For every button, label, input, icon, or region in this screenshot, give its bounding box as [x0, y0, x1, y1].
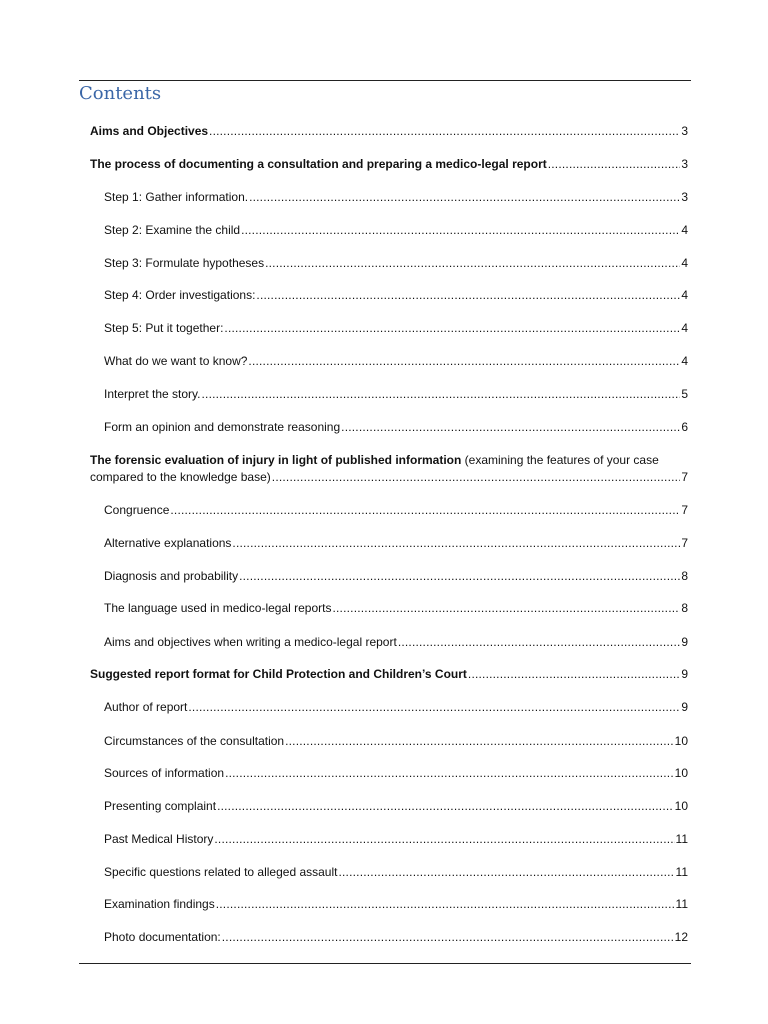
top-rule: [79, 80, 691, 81]
toc-entry-label: Aims and Objectives: [90, 124, 209, 138]
toc-entry-circumstances[interactable]: [104, 733, 688, 750]
toc-page-number: 4: [681, 321, 688, 335]
toc-leader-dots: [170, 502, 680, 519]
toc-page-number: 11: [675, 832, 688, 846]
toc-entry-label: Step 3: Formulate hypotheses: [104, 256, 265, 270]
toc-leader-dots: [225, 765, 674, 782]
toc-entry-label-rest: (examining the features of your case: [461, 453, 659, 467]
toc-leader-dots: [214, 831, 674, 848]
toc-leader-dots: [202, 386, 681, 403]
toc-leader-dots: [224, 320, 680, 337]
toc-entry-presenting-complaint[interactable]: [104, 798, 688, 815]
toc-entry-step-1[interactable]: [104, 189, 688, 206]
toc-entry-what-do-we-want-to-know[interactable]: [104, 353, 688, 370]
toc-entry-step-2[interactable]: [104, 222, 688, 239]
toc-entry-label: Step 2: Examine the child: [104, 223, 241, 237]
toc-leader-dots: [272, 469, 681, 486]
toc-page-number: 10: [674, 799, 688, 813]
toc-page-number: 4: [681, 223, 688, 237]
toc-entry-label-bold: The forensic evaluation of injury in light of published information: [90, 453, 462, 467]
toc-entry-label: The language used in medico-legal reports: [104, 601, 332, 615]
toc-entry-label: Step 5: Put it together:: [104, 321, 224, 335]
toc-page-number: 3: [681, 124, 688, 138]
toc-entry-label: Alternative explanations: [104, 536, 232, 550]
toc-entry-form-an-opinion[interactable]: [104, 419, 688, 436]
toc-page-number: 9: [681, 667, 688, 681]
toc-leader-dots: [468, 666, 680, 683]
toc-entry-label: Diagnosis and probability: [104, 569, 239, 583]
toc-entry-sources-of-information[interactable]: [104, 765, 688, 782]
toc-leader-dots: [256, 287, 680, 304]
toc-page-number: 3: [681, 157, 688, 171]
toc-page-number: 6: [681, 420, 688, 434]
toc-entry-label: The process of documenting a consultation and preparing a medico-legal report: [90, 157, 547, 171]
toc-entry-label: Sources of information: [104, 766, 225, 780]
toc-entry-label: Circumstances of the consultation: [104, 734, 285, 748]
toc-entry-label: Suggested report format for Child Protection and Children’s Court: [90, 667, 467, 681]
toc-page-number: 4: [681, 288, 688, 302]
toc-entry-label: Specific questions related to alleged assault: [104, 865, 338, 879]
toc-page-number: 11: [675, 865, 688, 879]
toc-entry-step-5[interactable]: [104, 320, 688, 337]
toc-leader-dots: [239, 568, 680, 585]
toc-page-number: 9: [681, 635, 688, 649]
toc-entry-label: Step 1: Gather information.: [104, 190, 249, 204]
toc-page-number: 11: [675, 897, 688, 911]
toc-leader-dots: [285, 733, 674, 750]
toc-page-number: 10: [674, 766, 688, 780]
toc-entry-label: Photo documentation:: [104, 930, 221, 944]
toc-entry-label: Congruence: [104, 503, 170, 517]
toc-page-number: 4: [681, 256, 688, 270]
toc-entry-label: Examination findings: [104, 897, 215, 911]
bottom-rule: [79, 963, 691, 964]
toc-page-number: 3: [681, 190, 688, 204]
toc-entry-step-4[interactable]: [104, 287, 688, 304]
toc-leader-dots: [232, 535, 680, 552]
page-title: Contents: [79, 83, 162, 104]
toc-entry-label: Author of report: [104, 700, 188, 714]
toc-page-number: 4: [681, 354, 688, 368]
toc-leader-dots: [265, 255, 680, 272]
toc-entry-label-line1: [90, 452, 688, 469]
toc-page-number: 8: [681, 601, 688, 615]
toc-entry-alternative-explanations[interactable]: [104, 535, 688, 552]
toc-entry-step-3[interactable]: [104, 255, 688, 272]
toc-entry-label: Aims and objectives when writing a medico-legal report: [104, 635, 397, 649]
toc-entry-congruence[interactable]: [104, 502, 688, 519]
toc-page-number: 7: [681, 536, 688, 550]
toc-page-number: 5: [681, 387, 688, 401]
toc-entry-label: Past Medical History: [104, 832, 214, 846]
toc-leader-dots: [188, 699, 680, 716]
toc-entry-past-medical-history[interactable]: [104, 831, 688, 848]
toc-entry-specific-questions[interactable]: [104, 864, 688, 881]
toc-page-number: 7: [681, 503, 688, 517]
toc-entry-label-line2: compared to the knowledge base): [90, 470, 271, 484]
toc-entry-label: Interpret the story.: [104, 387, 201, 401]
toc-entry-language-used[interactable]: [104, 600, 688, 617]
toc-page-number: 8: [681, 569, 688, 583]
toc-leader-dots: [217, 798, 674, 815]
toc-entry-label: Form an opinion and demonstrate reasoning: [104, 420, 341, 434]
toc-entry-diagnosis-and-probability[interactable]: [104, 568, 688, 585]
toc-page-number: 10: [674, 734, 688, 748]
toc-entry-process-of-documenting[interactable]: [90, 156, 688, 173]
toc-leader-dots: [241, 222, 680, 239]
toc-leader-dots: [332, 600, 680, 617]
toc-entry-examination-findings[interactable]: [104, 896, 688, 913]
toc-leader-dots: [548, 156, 681, 173]
toc-leader-dots: [398, 634, 681, 651]
toc-entry-photo-documentation[interactable]: [104, 929, 688, 946]
toc-leader-dots: [341, 419, 680, 436]
toc-leader-dots: [338, 864, 674, 881]
toc-leader-dots: [248, 353, 680, 370]
toc-entry-label: Presenting complaint: [104, 799, 217, 813]
toc-page-number: 7: [681, 470, 688, 484]
toc-leader-dots: [216, 896, 675, 913]
toc-leader-dots: [209, 123, 680, 140]
toc-leader-dots: [249, 189, 680, 206]
toc-entry-author-of-report[interactable]: [104, 699, 688, 716]
toc-entry-suggested-report-format[interactable]: [90, 666, 688, 683]
toc-leader-dots: [222, 929, 674, 946]
toc-entry-label: Step 4: Order investigations:: [104, 288, 256, 302]
toc-entry-interpret-the-story[interactable]: [104, 386, 688, 403]
toc-entry-aims-and-objectives[interactable]: [90, 123, 688, 140]
toc-page-number: 9: [681, 700, 688, 714]
toc-entry-forensic-evaluation[interactable]: [90, 452, 688, 486]
toc-page-number: 12: [674, 930, 688, 944]
toc-entry-aims-when-writing[interactable]: [104, 634, 688, 651]
toc-entry-label: What do we want to know?: [104, 354, 248, 368]
